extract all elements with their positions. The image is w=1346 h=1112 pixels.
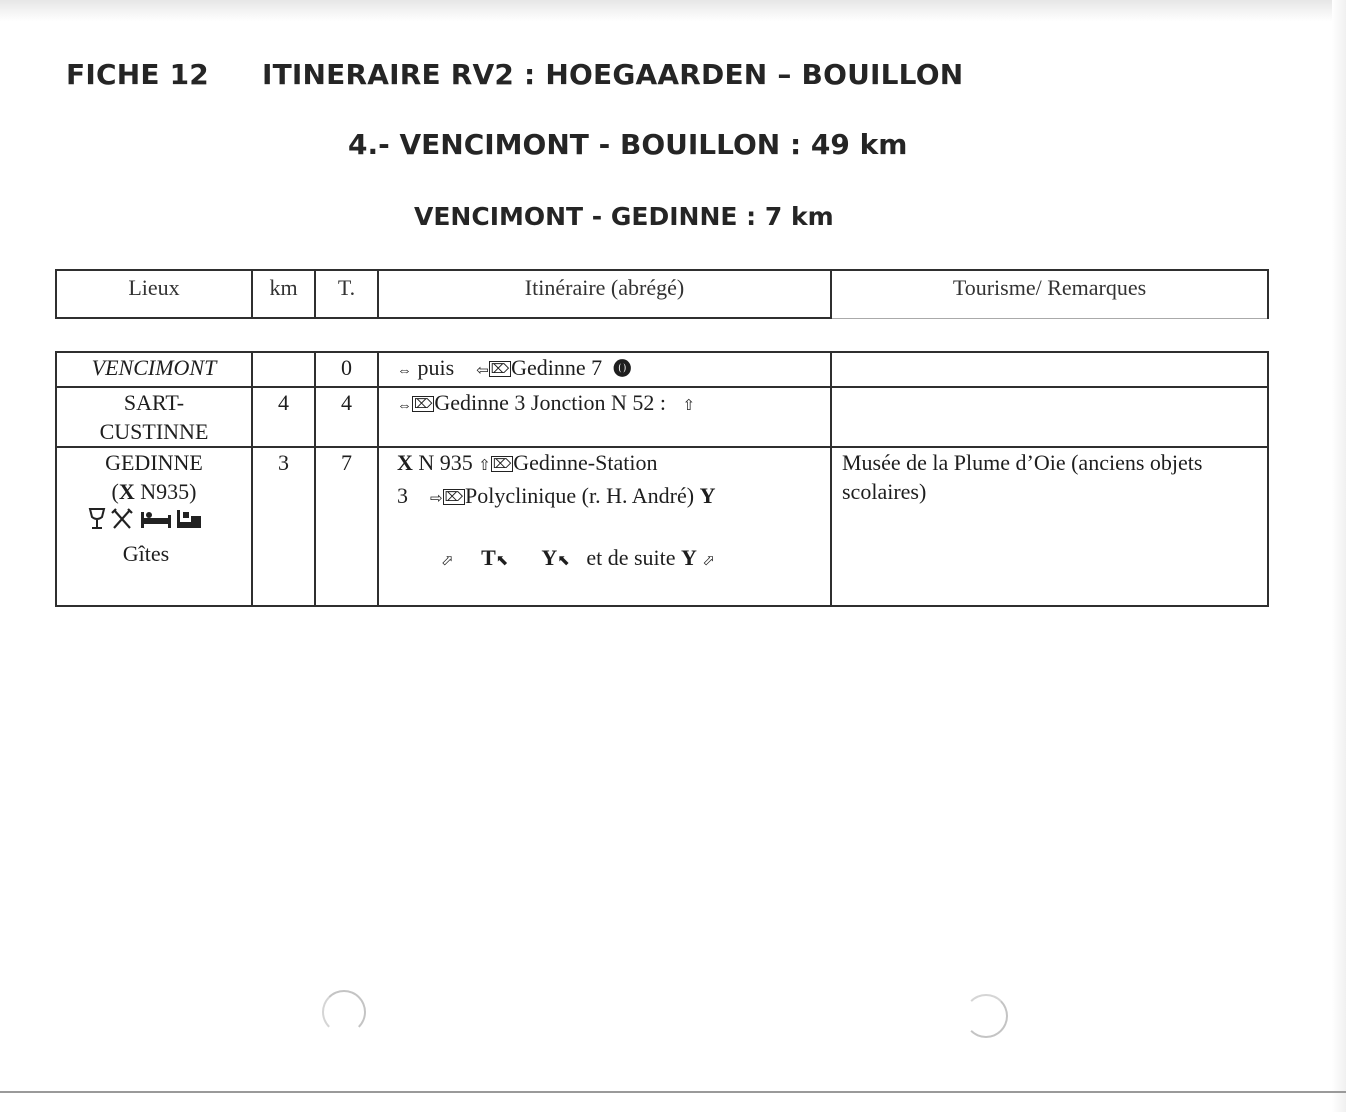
lieux-line: GEDINNE bbox=[105, 450, 203, 475]
hotel-icon bbox=[177, 510, 201, 528]
header-row bbox=[56, 270, 1268, 318]
lieux-line: CUSTINNE bbox=[99, 419, 209, 444]
diagonal-left-arrow-icon: ⬉ bbox=[557, 553, 570, 569]
fork-mark: Y bbox=[699, 483, 716, 508]
lieux-text: ( bbox=[111, 479, 119, 504]
itinerary-line bbox=[397, 448, 830, 481]
tourisme-cell: Musée de la Plume d’Oie (anciens objets scolaires) bbox=[831, 447, 1268, 606]
left-arrow-icon: ⇦ bbox=[476, 363, 489, 379]
lieux-line: SART- bbox=[123, 390, 185, 415]
itinerary-text: Gedinne-Station bbox=[513, 450, 658, 475]
itinerary-text: puis bbox=[412, 355, 477, 380]
itinerary-text: Gedinne 7 bbox=[511, 355, 614, 380]
fiche-number: FICHE 12 bbox=[66, 58, 209, 91]
tourisme-cell bbox=[831, 352, 1268, 387]
lieux-text: N935) bbox=[134, 479, 197, 504]
itinerary-text: Gedinne 3 Jonction N 52 : bbox=[434, 390, 683, 415]
col-header-t: T. bbox=[315, 270, 378, 318]
page-title bbox=[66, 58, 963, 91]
itinerary-cell bbox=[378, 447, 831, 606]
services-icon-row bbox=[87, 506, 205, 532]
itinerary-text: N 935 bbox=[412, 450, 479, 475]
restaurant-icon bbox=[112, 509, 132, 528]
itinerary-text: Polyclinique (r. H. André) bbox=[464, 483, 700, 508]
up-arrow-icon: ⇧ bbox=[478, 458, 491, 474]
lieux-cell bbox=[56, 387, 252, 447]
services-icons bbox=[41, 506, 251, 539]
lieux-cell bbox=[56, 447, 252, 606]
itinerary-text: 3 bbox=[397, 483, 430, 508]
itinerary-cell bbox=[378, 352, 831, 387]
roundabout-icon: ⓿ bbox=[613, 359, 632, 379]
km-cell: 4 bbox=[252, 387, 315, 447]
header-table bbox=[55, 269, 1269, 319]
up-arrow-icon: ⇧ bbox=[682, 398, 696, 414]
binder-hole bbox=[322, 990, 366, 1034]
itinerary-title: ITINERAIRE RV2 : HOEGAARDEN – BOUILLON bbox=[262, 58, 964, 91]
left-right-arrow-icon: ⇔ bbox=[397, 398, 412, 414]
left-right-arrow-icon: ⇔ bbox=[397, 363, 412, 379]
km-cell bbox=[252, 352, 315, 387]
itinerary-text: et de suite bbox=[569, 545, 682, 570]
right-arrow-icon: ⇨ bbox=[430, 491, 443, 507]
lieux-line: Gîtes bbox=[122, 541, 170, 566]
table-row bbox=[56, 387, 1268, 447]
itinerary-line bbox=[397, 514, 830, 605]
col-header-lieux: Lieux bbox=[56, 270, 252, 318]
stage-title: VENCIMONT - GEDINNE : 7 km bbox=[414, 202, 834, 231]
table-row bbox=[56, 447, 1268, 606]
itinerary-table bbox=[55, 351, 1269, 607]
signpost-icon: ⌦ bbox=[492, 456, 512, 471]
bar-glass-icon bbox=[90, 509, 104, 528]
fork-mark: Y bbox=[541, 545, 558, 570]
tourisme-cell bbox=[831, 387, 1268, 447]
signpost-icon: ⌦ bbox=[444, 489, 463, 504]
bed-icon bbox=[141, 512, 171, 528]
itinerary-line bbox=[397, 481, 830, 514]
table-row bbox=[56, 352, 1268, 387]
signpost-icon: ⌦ bbox=[490, 361, 510, 376]
col-header-tourisme: Tourisme/ Remarques bbox=[831, 270, 1268, 318]
section-title: 4.- VENCIMONT - BOUILLON : 49 km bbox=[348, 128, 908, 161]
lieux-cell: VENCIMONT bbox=[56, 352, 252, 387]
diagonal-left-arrow-icon: ⬉ bbox=[495, 553, 509, 569]
col-header-km: km bbox=[252, 270, 315, 318]
t-cell: 7 bbox=[315, 447, 378, 606]
crossroads-mark: X bbox=[397, 450, 413, 475]
t-junction-mark: T bbox=[481, 545, 496, 570]
diagonal-right-arrow-icon: ⬀ bbox=[702, 553, 715, 569]
t-cell: 4 bbox=[315, 387, 378, 447]
lieux-line bbox=[57, 477, 251, 506]
page-bottom-edge bbox=[0, 1091, 1346, 1093]
signpost-icon: ⌦ bbox=[414, 396, 433, 411]
col-header-itineraire: Itinéraire (abrégé) bbox=[378, 270, 831, 318]
scan-top-edge bbox=[0, 0, 1346, 22]
crossroads-mark: X bbox=[118, 479, 135, 504]
scan-right-edge bbox=[1332, 0, 1346, 1112]
itinerary-cell bbox=[378, 387, 831, 447]
binder-hole bbox=[964, 994, 1008, 1038]
km-cell: 3 bbox=[252, 447, 315, 606]
fork-mark: Y bbox=[681, 545, 697, 570]
t-cell: 0 bbox=[315, 352, 378, 387]
diagonal-right-arrow-icon: ⬀ bbox=[441, 553, 454, 569]
